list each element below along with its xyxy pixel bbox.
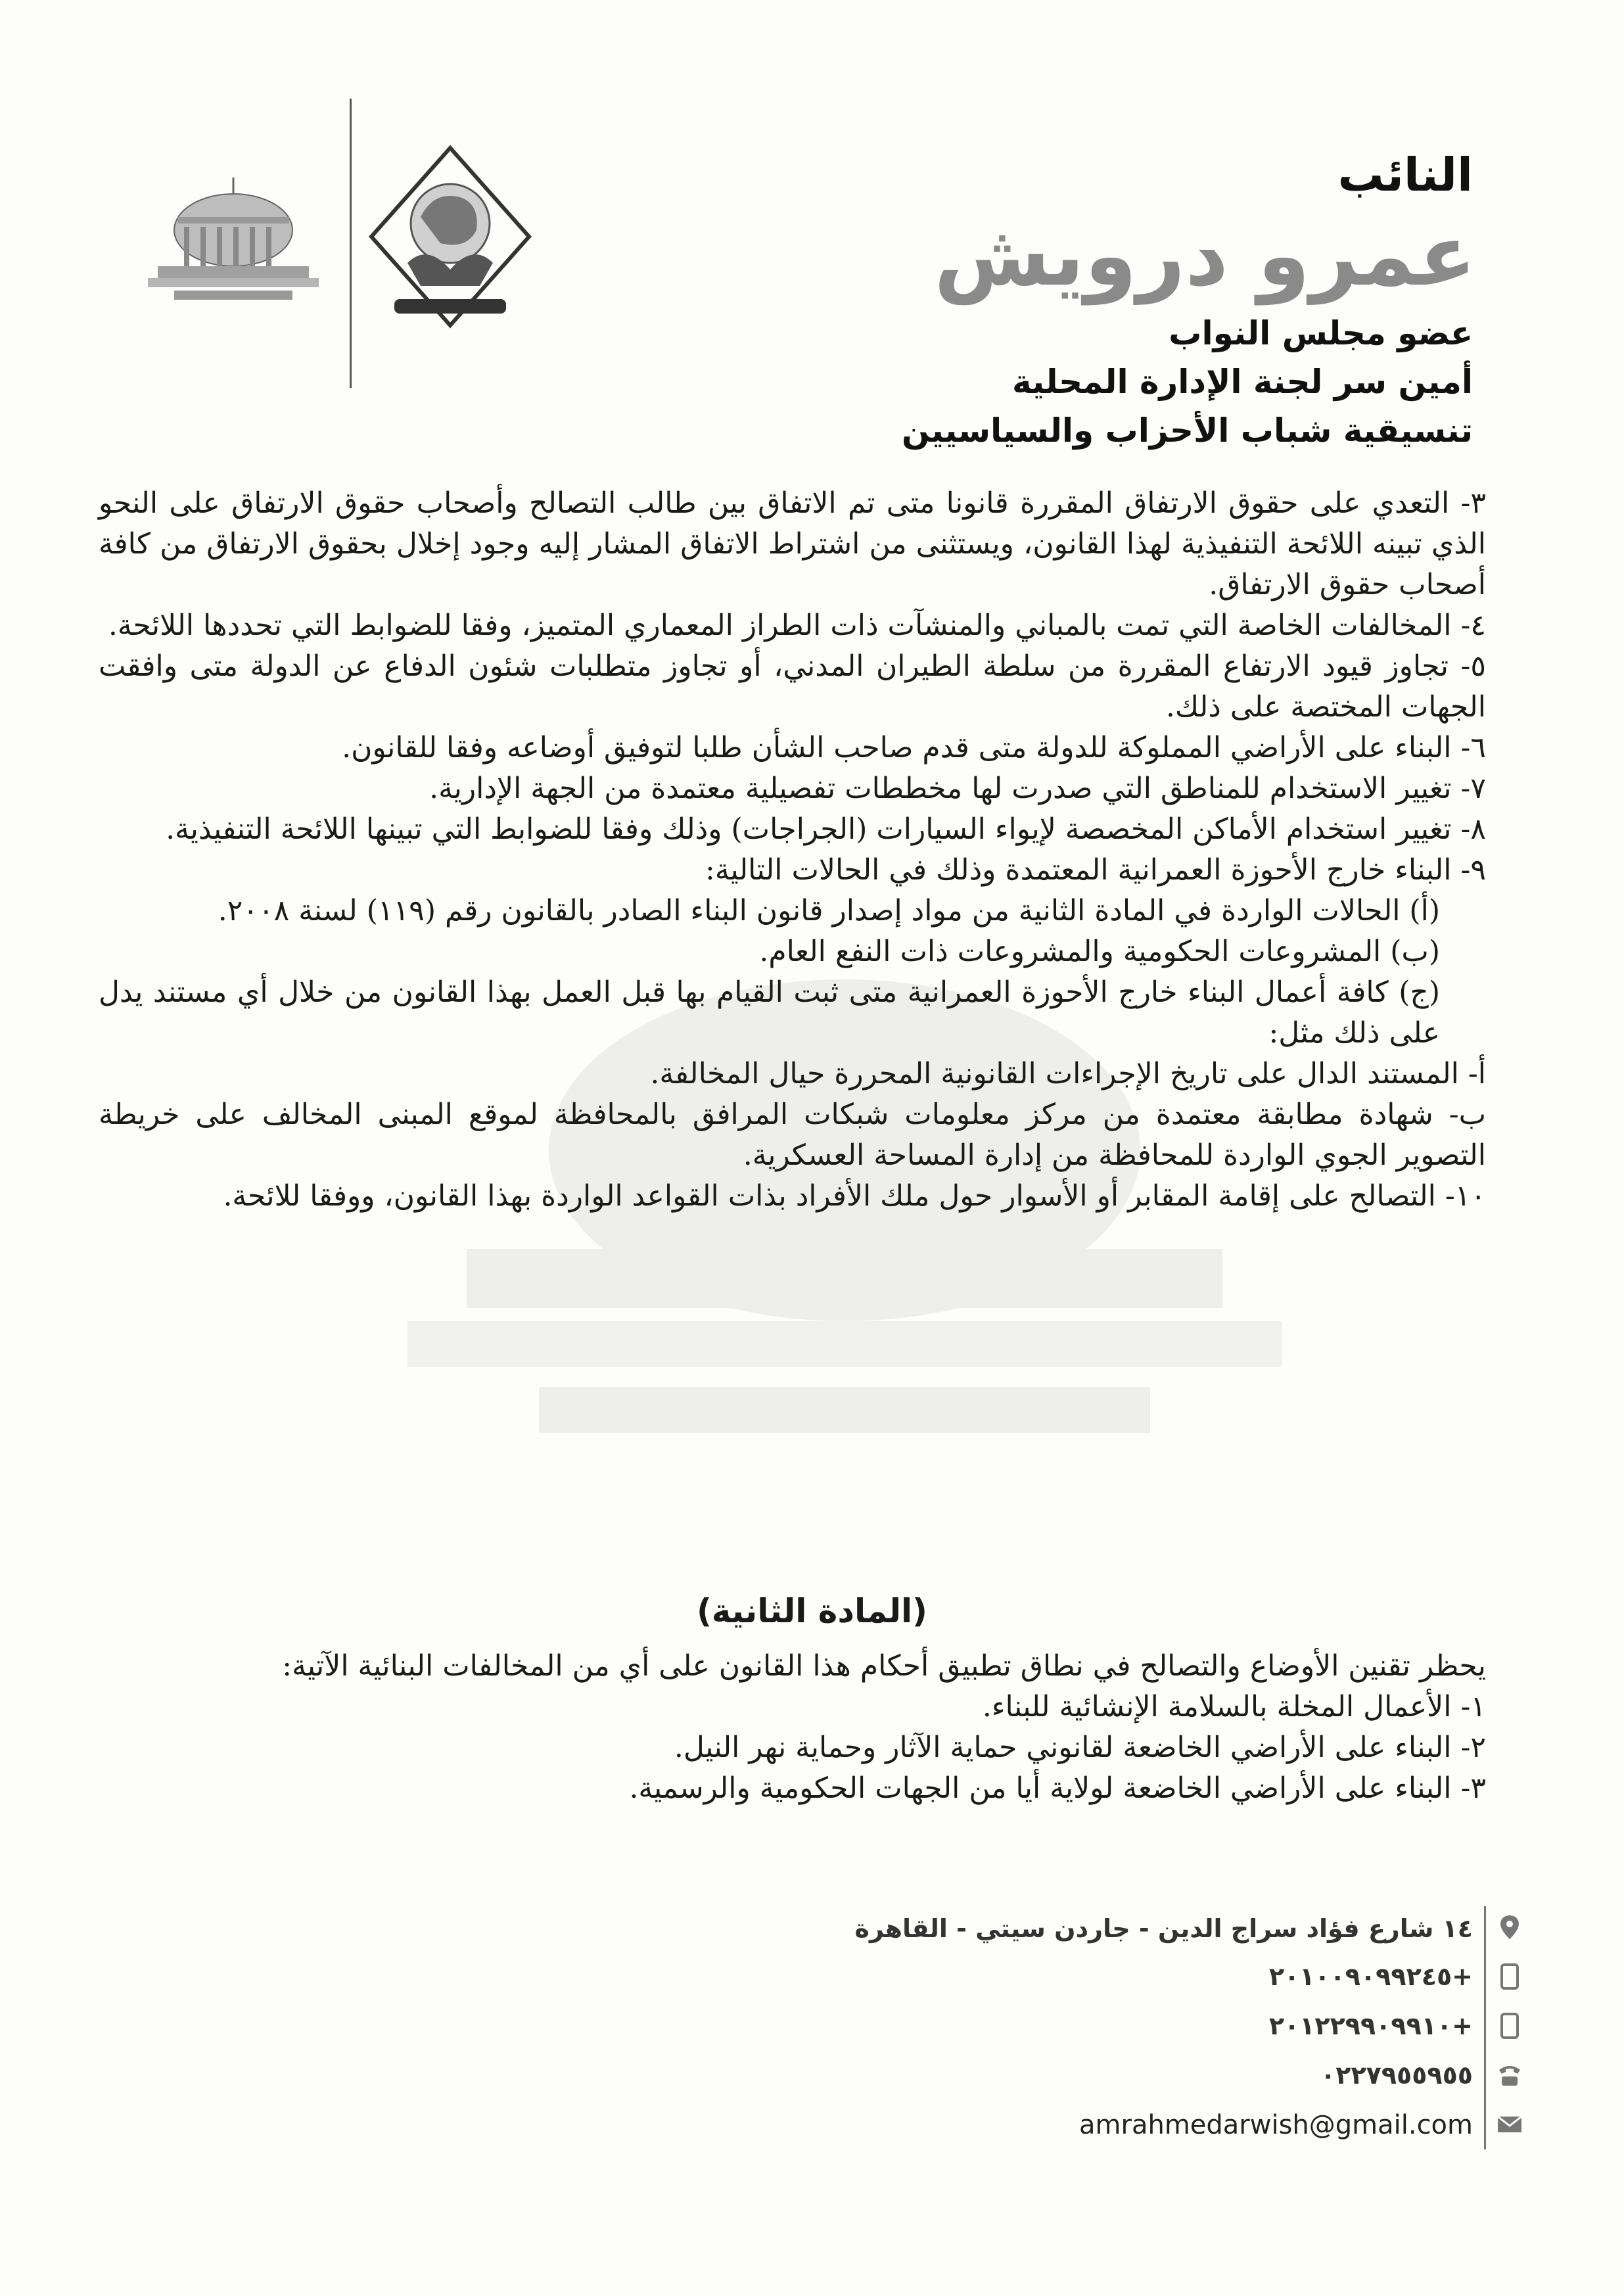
list-item: ٣- التعدي على حقوق الارتفاق المقررة قانونا متى تم الاتفاق بين طالب التصالح وأصحاب حقوق الارتفاق على النحو الذي تبينه اللائحة التنفيذية لهذا القانون، ويستثنى من اشتراط الاتفاق المشار إليه وجود إخلال بحقوق الارتفاق من كافة أصحاب حقوق الارتفاق. (99, 486, 1487, 601)
footer-address: ١٤ شارع فؤاد سراج الدين - جاردن سيتي - القاهرة (854, 1914, 1473, 1943)
location-pin-icon (1495, 1913, 1524, 1942)
header-role-2: أمين سر لجنة الإدارة المحلية (1011, 363, 1473, 401)
footer-divider (1484, 1906, 1486, 2149)
mobile-phone-icon (1495, 2011, 1524, 2040)
list-item: ٥- تجاوز قيود الارتفاع المقررة من سلطة الطيران المدني، أو تجاوز متطلبات شئون الدفاع عن الدولة متى وافقت الجهات المختصة على ذلك. (99, 649, 1486, 724)
telephone-icon (1495, 2061, 1524, 2090)
sub-list-item: (أ) الحالات الواردة في المادة الثانية من مواد إصدار قانون البناء الصادر بالقانون رقم (١١٩) لسنة ٢٠٠٨. (218, 894, 1440, 927)
header-name: عمرو درويش (934, 207, 1476, 305)
list-item: ٨- تغيير استخدام الأماكن المخصصة لإيواء السيارات (الجراجات) وذلك وفقا للضوابط التي تبينها اللائحة التنفيذية. (166, 812, 1486, 846)
list-item: ٣- البناء على الأراضي الخاضعة لولاية أيا من الجهات الحكومية والرسمية. (629, 1771, 1486, 1805)
sub-list-item: (ب) المشروعات الحكومية والمشروعات ذات النفع العام. (759, 935, 1440, 968)
list-item: ٤- المخالفات الخاصة التي تمت بالمباني والمنشآت ذات الطراز المعماري المتميز، وفقا للضوابط التي تحددها اللائحة. (108, 609, 1486, 642)
sub-list-item: (ج) كافة أعمال البناء خارج الأحوزة العمرانية متى ثبت القيام بها قبل العمل بهذا القانون من خلال أي مستند يدل على ذلك مثل: (99, 975, 1440, 1050)
list-item: ٦- البناء على الأراضي المملوكة للدولة متى قدم صاحب الشأن طلبا لتوفيق أوضاعه وفقا للقانون. (342, 731, 1486, 764)
article-2-body (99, 1646, 1486, 1809)
footer-landline: ٠٢٢٧٩٥٥٩٥٥ (1320, 2061, 1473, 2090)
header-role-1: عضو مجلس النواب (1169, 314, 1473, 352)
document-list-item: أ- المستند الدال على تاريخ الإجراءات القانونية المحررة حيال المخالفة. (650, 1057, 1486, 1090)
list-item: ١٠- التصالح على إقامة المقابر أو الأسوار حول ملك الأفراد بذات القواعد الواردة بهذا القانون، ووفقا للائحة. (223, 1179, 1486, 1213)
header-divider (350, 99, 352, 388)
mobile-phone-icon (1495, 1962, 1524, 1991)
article-heading: (المادة الثانية) (696, 1592, 928, 1630)
list-item: ٧- تغيير الاستخدام للمناطق التي صدرت لها مخططات تفصيلية معتمدة من الجهة الإدارية. (429, 772, 1486, 805)
document-list-item: ب- شهادة مطابقة معتمدة من مركز معلومات شبكات المرافق بالمحافظة لموقع المبنى المخالف على خريطة التصوير الجوي الواردة للمحافظة من إدارة المساحة العسكرية. (99, 1098, 1486, 1172)
header-role-3: تنسيقية شباب الأحزاب والسياسيين (902, 411, 1473, 450)
list-item: ٢- البناء على الأراضي الخاضعة لقانوني حماية الآثار وحماية نهر النيل. (674, 1731, 1486, 1764)
parliament-logo (138, 177, 329, 309)
coordination-logo (368, 145, 532, 342)
footer-email[interactable]: amrahmedarwish@gmail.com (1079, 2110, 1473, 2140)
footer-phone-1: +٢٠١٠٠٩٠٩٩٢٤٥ (1268, 1962, 1473, 1991)
list-item: ١- الأعمال المخلة بالسلامة الإنشائية للبناء. (982, 1690, 1486, 1723)
article-body (99, 483, 1486, 1217)
article-intro: يحظر تقنين الأوضاع والتصالح في نطاق تطبيق أحكام هذا القانون على أي من المخالفات البنائية الآتية: (282, 1649, 1486, 1683)
envelope-icon (1495, 2110, 1524, 2139)
header-title: النائب (1337, 148, 1473, 202)
list-item: ٩- البناء خارج الأحوزة العمرانية المعتمدة وذلك في الحالات التالية: (705, 853, 1486, 887)
footer-phone-2: +٢٠١٢٢٩٩٠٩٩١٠ (1268, 2011, 1473, 2040)
